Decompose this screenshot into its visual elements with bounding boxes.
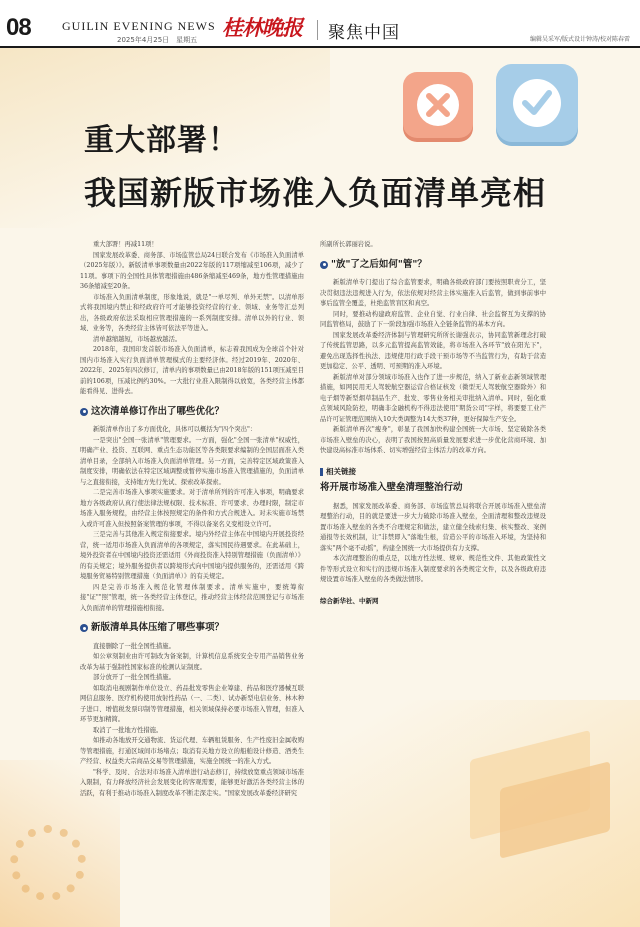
paragraph: 国家发展改革委经济体制与管理研究所所长谢强表示，协同监管新理念打破了传统监管思路，以多元监管提高监管效能，将市场准入各环节"放在阳光下"，避免出现选择性执法、违规使用行政手段干预市场等不当监管行为，有助于营造更加稳定、公平、透明、可预期的准入环境。 <box>320 331 546 370</box>
masthead <box>0 0 640 46</box>
checkmark-glyph <box>521 88 553 118</box>
subheading-text: 这次清单修订作出了哪些优化？ <box>91 405 225 417</box>
section-title: 聚焦中国 <box>328 23 400 43</box>
paragraph: 据悉，国家发展改革委、商务部、市场监管总局将联合开展市场准入壁垒清理整治行动，目的就是要进一步大力破除市场准入壁垒，全面清理和整改违规设置市场准入壁垒的各类不合理规定和做法，建立健全线索归集、核实整改、案例通报等长效机制，让"非禁即入"落地生根，营造公平的市场准入环境，为坚持和落实"两个毫不动摇"，构建全国统一大市场提供有力支撑。 <box>320 502 546 552</box>
paragraph: 部分放开了一批全国性措施。 <box>93 674 175 681</box>
paragraph: 市场准入负面清单制度，形象地说，就是"一单尽列、单外无禁"。以清单形式将我国境内禁止和经政府许可才能够投资经营的行业、领域、业务等汇总列出，各级政府依法采取相应管理措施的一系列制度安排。清单以外的行业、领域、业务等，各类经营主体皆可依法平等进入。 <box>80 293 304 332</box>
paragraph: 如推动各地放开交通物流、货运代理、车辆租赁服务、生产性废旧金属收购等管理措施，打通区域间市场堵点；取消有关地方设立的船舶设计修造、酒类生产经营、权益类大宗商品交易等管理措施，实施全国统一的准入方式。 <box>80 737 304 765</box>
paragraph: 国家发展改革委、商务部、市场监管总局24日联合发布《市场准入负面清单（2025年版）》。新版清单事项数量由2022年版的117项缩减至106项，减少了11项。事项下的全国性具体管理措施由486条缩减至469条，地方性管理措施由36条缩减至20条。 <box>80 251 304 290</box>
paragraph: 新版清单对部分领域市场准入也作了进一步规范，纳入了新业态新领域管理措施，如网民用无人驾驶航空器运营合格证核发（微型无人驾驶航空器除外）和电子烟等新型烟草制品生产、批发、零售业务相关审批纳入清单。同时，强化重点领域风险防控，明确非金融机构不得违法使用"期货公司"字样，将要要工业产品许可证管理范围纳入10大类调整为14大类37种，更好保障生产安全。 <box>320 373 546 423</box>
paper-logo: 桂林晚报 <box>222 15 302 40</box>
divider <box>317 20 318 40</box>
subheading-text: "放"了之后如何"管"？ <box>331 258 427 270</box>
article-column-left <box>80 240 304 799</box>
paragraph: 2018年，我国印发首版市场准入负面清单，标志着我国成为全球首个针对国内市场准入实行负面清单管理模式的主要经济体。经过2019年、2020年、2022年、2025年四次修订，清单内的事项数量已由2018年版的151项压减至目前的106项，压减比例约30%。一大批行业准入限制得以放宽，各类经营主体都能看得见、进得去。 <box>80 346 304 395</box>
related-label-text: 相关链接 <box>326 466 356 476</box>
bullet-icon <box>320 261 328 269</box>
related-title: 将开展市场准入壁垒清理整治行动 <box>320 482 463 493</box>
paragraph: 本次清理整治的重点是，以地方性法规、规章、规范性文件、其他政策性文件等形式设立和实行的违规市场准入制度要求的各类规定文件，以及各级政府违规设置市场准入壁垒的各类做法情形。 <box>320 555 546 583</box>
gear-icon <box>10 825 86 901</box>
paragraph: 四是完善市场准入规范化管理体制要求。清单实施中，要统筹衔接"证""照"管理，统一各类经营主体登记，推动经营主体经营范围登记与市场准入负面清单的管理措施相衔接。 <box>80 583 304 612</box>
paragraph: "科学、及时、合法对市场准入清单进行动态修订，持续放宽重点领域市场准入限制，有力释放经济社会发展变化的客观需要，能够更好激活各类经营主体的活跃，有利于推动市场准入制度改革不断走深走实。"国家发展改革委经济研究 <box>80 768 304 797</box>
source-credit: 综合新华社、中新网 <box>320 596 379 605</box>
paragraph: 三是完善与其他准入规定衔接要求。境内外经营主体在中国境内开展投资经营，统一适用市场准入负面清单的各项规定，落实国民待遇要求。在此基础上，境外投资者在中国境内投资还需适用《外商投资准入特别管理措施（负面清单）》的有关规定；境外服务提供者以跨境形式向中国境内提供服务的，还需适用《跨境服务贸易特别管理措施（负面清单）》的有关规定。 <box>80 531 304 580</box>
checkmark-icon <box>496 64 578 142</box>
issue-date: 2025年4月25日 星期五 <box>117 36 198 44</box>
subheading <box>80 623 304 634</box>
bullet-icon <box>80 408 88 416</box>
x-mark-icon <box>403 72 473 138</box>
paragraph: 重大部署！再减11项！ <box>93 241 158 248</box>
paragraph: 如取消电视剧制作单位设立、药品批发零售企业筹建、药品和医疗器械互联网信息服务、医疗机构使用放射性药品（一、二类）、试办新型电信业务、林木种子进口、增值税发票印制等管理措施，相关领域保持必要市场准入管理，但准入环节更加精简。 <box>80 684 304 723</box>
paragraph: 新版清单作出了多方面优化，具体可以概括为"四个突出"： <box>93 426 257 433</box>
subheading <box>80 407 304 418</box>
paragraph: 清单越缩越短，市场越放越活。 <box>93 335 182 343</box>
paragraph: 所副所长郭丽岩说。 <box>320 241 377 248</box>
bullet-icon <box>80 624 88 632</box>
paragraph: 新版清单再次"瘦身"，彰显了我国加快构建全国统一大市场、坚定破除各类市场准入壁垒的决心，表明了我国按照高质量发展要求进一步优化营商环境、加快建设高标准市场体系、切实增强经营主体活力的改革方向。 <box>320 426 546 454</box>
paragraph: 如公章刻制业由许可制改为备案制，计算机信息系统安全专用产品销售业务改革为基于强制性国家标准的检测认证制度。 <box>80 653 304 671</box>
headline-line-1: 重大部署！ <box>84 123 239 158</box>
subheading <box>320 260 546 271</box>
masthead-rule <box>0 46 640 48</box>
paragraph: 二是完善市场准入事项实施要求。对于清单所列的许可准入事项，明确要求地方各级政府认真行使法律法规权限、技术标准、许可要求、办理时限，制定市场准入服务规程，由经营主体按照规定的条件和方式合规进入。对未实施市场禁入或许可准入但按照备案管理的事项，不得以备案名义变相设立许可。 <box>80 489 304 528</box>
article-column-right <box>320 240 546 606</box>
paragraph: 一是突出"全国一张清单"管理要求。一方面，强化"全国一张清单"权威性，明确产业、投资、互联网、重点生态功能区等各类限要求编制的全国层面准入类清单目录，全部纳入市场准入负面清单管理。另一方面，完善特定区域政策准入制度安排，明确依法在特定区域调整或暂停实施市场准入管理措施的，负面清单与之直接衔接，支持地方先行先试、探索改革探索。 <box>80 436 304 486</box>
paper-name-english: GUILIN EVENING NEWS <box>62 19 216 33</box>
label-bar <box>320 468 323 476</box>
related-link-label <box>320 467 546 478</box>
page-number: 08 <box>6 14 31 41</box>
paragraph: 新版清单专门提出了综合监管要求，明确各级政府部门要按照职责分工，坚决贯彻违法违规进入行为，依法依规对经营主体实施准入后监管，做到事前事中事后监管全覆盖，杜绝监管盲区和真空。 <box>320 279 546 307</box>
paragraph: 同时，要推动构建政府监管、企业自觉、行业自律、社会监督互为支撑的协同监管格局，鼓励了下一阶段加强市场准入全链条监管的基本方向。 <box>320 310 546 328</box>
paragraph: 取消了一批地方性措施。 <box>93 726 163 734</box>
headline-line-2: 我国新版市场准入负面清单亮相 <box>84 174 547 212</box>
x-mark-glyph <box>425 92 451 118</box>
paragraph: 直接删除了一批全国性措施。 <box>93 642 175 650</box>
subheading-text: 新版清单具体压缩了哪些事项？ <box>91 622 225 633</box>
editor-credits: 编辑吴采军/版式设计钟涛/校对陈春雷 <box>529 36 630 43</box>
